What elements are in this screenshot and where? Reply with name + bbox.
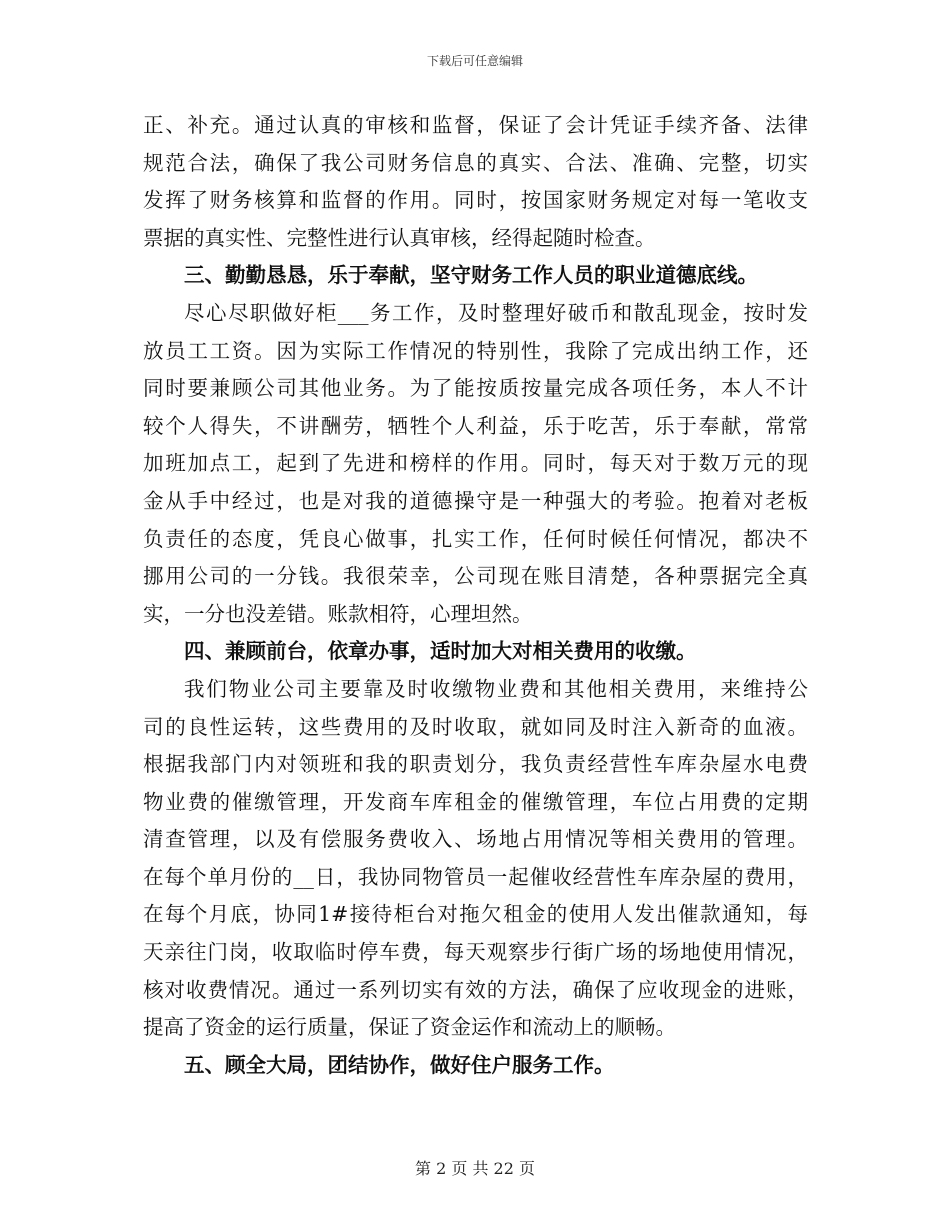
text-line: 发挥了财务核算和监督的作用。同时，按国家财务规定对每一笔收支: [143, 188, 808, 213]
text-line: 提高了资金的运行质量，保证了资金运作和流动上的顺畅。: [143, 1015, 676, 1040]
text-line: 实，一分也没差错。账款相符，心理坦然。: [143, 601, 533, 626]
text-line: 金从手中经过，也是对我的道德操守是一种强大的考验。抱着对老板: [143, 488, 808, 513]
section-heading-3: 三、勤勤恳恳，乐于奉献，坚守财务工作人员的职业道德底线。: [184, 263, 758, 288]
text-line: 正、补充。通过认真的审核和监督，保证了会计凭证手续齐备、法律: [143, 113, 808, 137]
text-line: 同时要兼顾公司其他业务。为了能按质按量完成各项任务，本人不计: [143, 376, 808, 401]
text-line: 规范合法，确保了我公司财务信息的真实、合法、准确、完整，切实: [143, 150, 808, 175]
text-line: 尽心尽职做好柜___务工作，及时整理好破币和散乱现金，按时发: [184, 300, 808, 325]
text-line: 票据的真实性、完整性进行认真审核，经得起随时检查。: [143, 225, 656, 250]
paragraph-audit-continued: [143, 107, 808, 257]
text-line: 根据我部门内对领班和我的职责划分，我负责经营性车库杂屋水电费: [143, 752, 808, 777]
document-body: [143, 107, 808, 1084]
text-line: 在每个月底，协同1#接待柜台对拖欠租金的使用人发出催款通知，每: [143, 902, 808, 927]
text-line: 物业费的催缴管理，开发商车库租金的催缴管理，车位占用费的定期: [143, 789, 808, 814]
text-line: 清查管理，以及有偿服务费收入、场地占用情况等相关费用的管理。: [143, 827, 808, 852]
text-line: 放员工工资。因为实际工作情况的特别性，我除了完成出纳工作，还: [143, 338, 808, 363]
section-heading-5: 五、顾全大局，团结协作，做好住户服务工作。: [184, 1052, 615, 1077]
text-line: 负责任的态度，凭良心做事，扎实工作，任何时候任何情况，都决不: [143, 526, 808, 551]
text-line: 加班加点工，起到了先进和榜样的作用。同时，每天对于数万元的现: [143, 451, 808, 476]
paragraph-section-4: [143, 671, 808, 1047]
text-line: 挪用公司的一分钱。我很荣幸，公司现在账目清楚，各种票据完全真: [143, 564, 808, 589]
text-line: 司的良性运转，这些费用的及时收取，就如同及时注入新奇的血液。: [143, 714, 808, 739]
text-line: 在每个单月份的__日，我协同物管员一起催收经营性车库杂屋的费用，: [143, 864, 808, 889]
text-line: 较个人得失，不讲酬劳，牺牲个人利益，乐于吃苦，乐于奉献，常常: [143, 413, 808, 438]
section-heading-4: 四、兼顾前台，依章办事，适时加大对相关费用的收缴。: [184, 639, 697, 664]
paragraph-section-3: [143, 295, 808, 633]
text-line: 我们物业公司主要靠及时收缴物业费和其他相关费用，来维持公: [184, 676, 808, 701]
text-line: 核对收费情况。通过一系列切实有效的方法，确保了应收现金的进账，: [143, 977, 808, 1002]
text-line: 天亲往门岗，收取临时停车费，每天观察步行街广场的场地使用情况，: [143, 940, 808, 965]
page-header: 下载后可任意编辑: [426, 54, 523, 68]
page-number: 第 2 页 共 22 页: [415, 1159, 535, 1178]
